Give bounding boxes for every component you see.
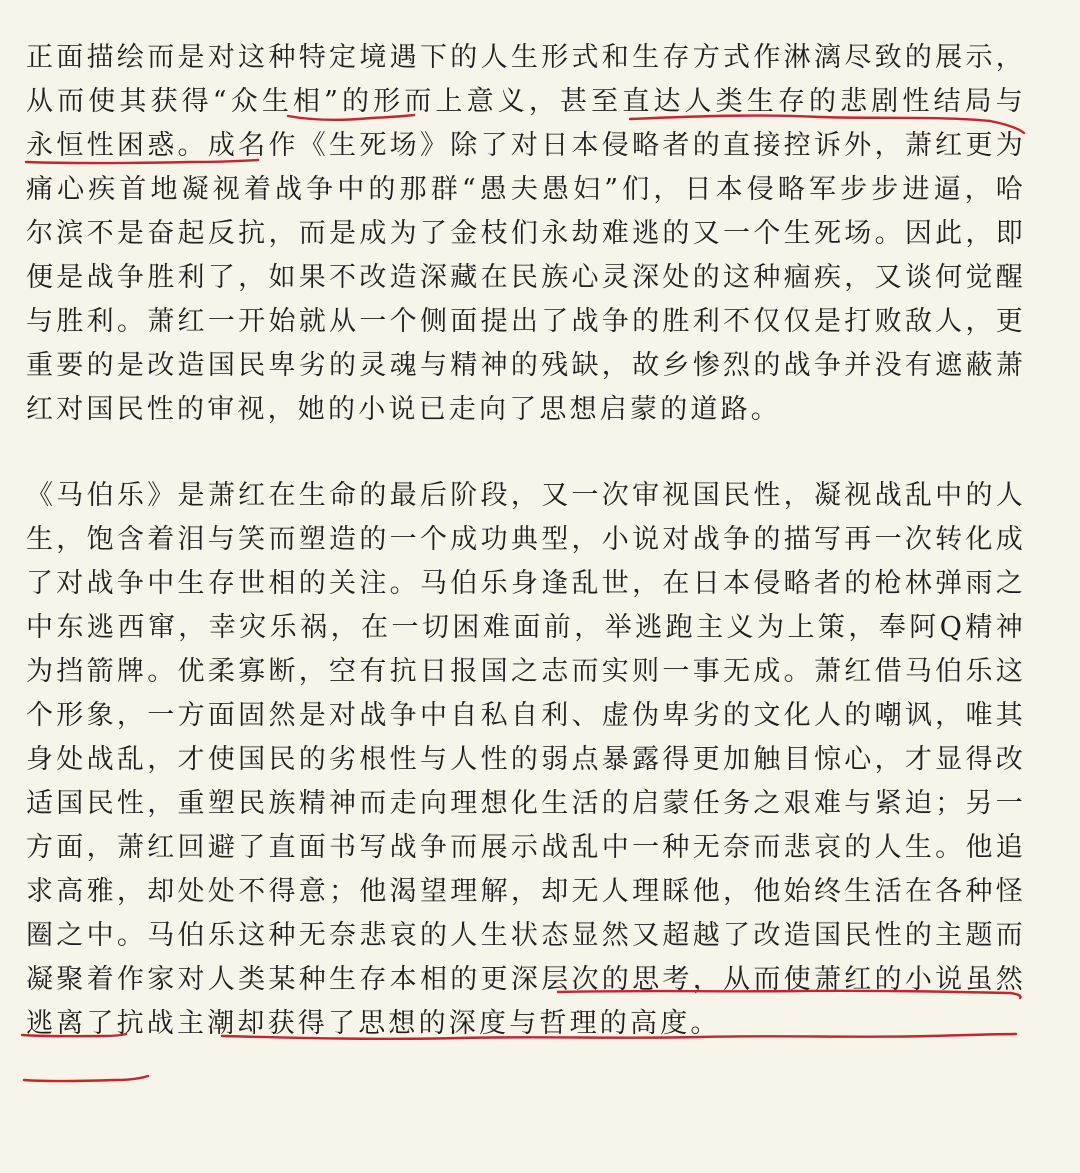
underline-height-word <box>24 1076 148 1081</box>
paragraph-1: 正面描绘而是对这种特定境遇下的人生形式和生存方式作淋漓尽致的展示，从而使其获得“众生相”的形而上意义，甚至直达人类生存的悲剧性结局与永恒性困惑。成名作《生死场》除了对日本侵略者的直接控诉外，萧红更为痛心疾首地凝视着战争中的那群“愚夫愚妇”们，日本侵略军步步进逼，哈尔滨不是奋起反抗，而是成为了金枝们永劫难逃的又一个生死场。因此，即便是战争胜利了，如果不改造深藏在民族心灵深处的这种痼疾，又谈何觉醒与胜利。萧红一开始就从一个侧面提出了战争的胜利不仅仅是打败敌人，更重要的是改造国民卑劣的灵魂与精神的残缺，故乡惨烈的战争并没有遮蔽萧红对国民性的审视，她的小说已走向了思想启蒙的道路。 <box>26 42 1026 425</box>
paragraph-2: 《马伯乐》是萧红在生命的最后阶段，又一次审视国民性，凝视战乱中的人生，饱含着泪与笑而塑造的一个成功典型，小说对战争的描写再一次转化成了对战争中生存世相的关注。马伯乐身逢乱世，在日本侵略者的枪林弹雨之中东逃西窜，幸灾乐祸，在一切困难面前，举逃跑主义为上策，奉阿Q精神为挡箭牌。优柔寡断，空有抗日报国之志而实则一事无成。萧红借马伯乐这个形象，一方面固然是对战争中自私自利、虚伪卑劣的文化人的嘲讽，唯其身处战乱，才使国民的劣根性与人性的弱点暴露得更加触目惊心，才显得改适国民性，重塑民族精神而走向理想化生活的启蒙任务之艰难与紧迫；另一方面，萧红回避了直面书写战争而展示战乱中一种无奈而悲哀的人生。他追求高雅，却处处不得意；他渴望理解，却无人理睬他，他始终生活在各种怪圈之中。马伯乐这种无奈悲哀的人生状态显然又超越了改造国民性的主题而凝聚着作家对人类某种生存本相的更深层次的思考，从而使萧红的小说虽然逃离了抗战主潮却获得了思想的深度与哲理的高度。 <box>26 480 1026 1039</box>
